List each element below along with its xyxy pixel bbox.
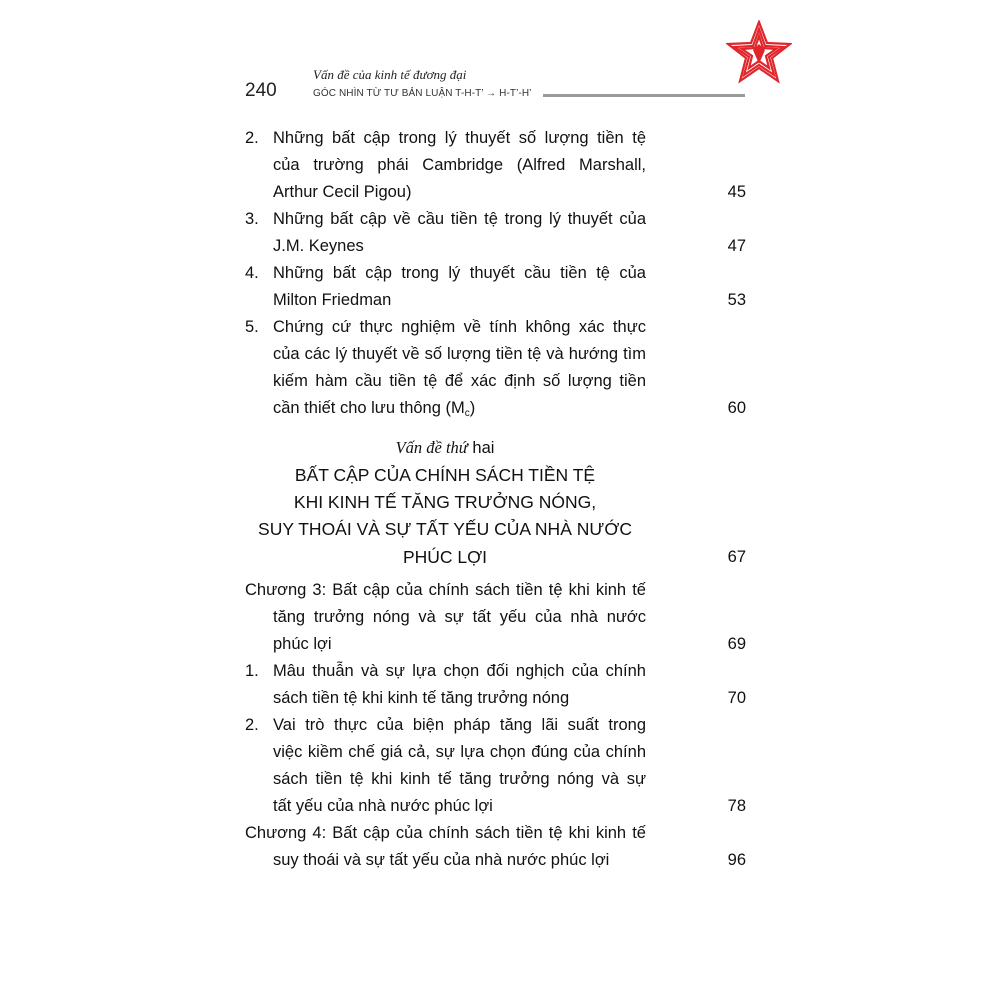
toc-item-line-text: cần thiết cho lưu thông (M (273, 399, 465, 417)
page-number: 240 (245, 80, 277, 101)
toc-item-line: sách tiền tệ khi kinh tế tăng trưởng nóng và sự (273, 770, 646, 788)
chapter-title-line: tăng trưởng nóng và sự tất yếu của nhà nước (273, 608, 646, 626)
chapter-title-line: phúc lợi (273, 635, 332, 653)
chapter-title-line: suy thoái và sự tất yếu của nhà nước phúc lợi (273, 851, 610, 869)
toc-item-line: Arthur Cecil Pigou) (273, 183, 412, 201)
section-label (240, 438, 650, 458)
section-title-line: KHI KINH TẾ TĂNG TRƯỞNG NÓNG, (293, 492, 597, 512)
toc-item-line: việc kiềm chế giá cả, sự lựa chọn đúng của chính (273, 743, 646, 761)
toc-page-number: 45 (727, 183, 746, 201)
toc-item-line: Vai trò thực của biện pháp tăng lãi suất trong (273, 716, 646, 734)
toc-item-line: Chứng cứ thực nghiệm về tính không xác thực (273, 318, 646, 336)
toc-item-number: 3. (245, 210, 259, 228)
toc-item-number: 5. (245, 318, 259, 336)
toc-item-number: 4. (245, 264, 259, 282)
toc-page-number: 47 (727, 237, 746, 255)
toc-item-line: sách tiền tệ khi kinh tế tăng trưởng nóng (273, 689, 570, 707)
toc-page-number: 67 (727, 548, 746, 566)
toc-item-line: J.M. Keynes (273, 237, 364, 255)
toc-item-line: Mâu thuẫn và sự lựa chọn đối nghịch của chính (273, 662, 646, 680)
toc-page-number: 53 (727, 291, 746, 309)
toc-item-line: kiếm hàm cầu tiền tệ để xác định số lượng tiền (273, 372, 646, 390)
closing-parenthesis: ) (469, 399, 476, 417)
section-title-line: BẤT CẬP CỦA CHÍNH SÁCH TIỀN TỆ (294, 465, 596, 485)
toc-page-number: 69 (727, 635, 746, 653)
section-title-line: SUY THOÁI VÀ SỰ TẤT YẾU CỦA NHÀ NƯỚC (258, 519, 632, 539)
subscript-c: c (464, 408, 470, 419)
toc-page-number: 60 (727, 399, 746, 417)
toc-item-line: của các lý thuyết về số lượng tiền tệ và hướng tìm (273, 345, 646, 363)
toc-item-line: Những bất cập về cầu tiền tệ trong lý thuyết của (273, 210, 646, 228)
toc-page-number: 70 (727, 689, 746, 707)
toc-item-line: Milton Friedman (273, 291, 392, 309)
toc-page-number: 96 (727, 851, 746, 869)
section-title-line: PHÚC LỢI (402, 547, 488, 567)
toc-item-line: tất yếu của nhà nước phúc lợi (273, 797, 493, 815)
toc-page-number: 78 (727, 797, 746, 815)
running-header-subtitle: GÓC NHÌN TỪ TƯ BẢN LUẬN T-H-T’ → H-T’-H’ (313, 88, 532, 99)
toc-item-line: của trường phái Cambridge (Alfred Marshall, (273, 156, 646, 174)
toc-item-line (273, 398, 475, 424)
toc-item-line: Những bất cập trong lý thuyết số lượng tiền tệ (273, 129, 646, 147)
chapter-title-line: Chương 4: Bất cập của chính sách tiền tệ khi kinh tế (245, 824, 646, 842)
chapter-title-line: Chương 3: Bất cập của chính sách tiền tệ khi kinh tế (245, 581, 646, 599)
section-label-italic: Vấn đề thứ (395, 438, 468, 457)
section-label-number: hai (467, 439, 495, 457)
toc-item-number: 1. (245, 662, 259, 680)
toc-item-number: 2. (245, 129, 259, 147)
running-header-title: Vấn đề của kinh tế đương đại (313, 67, 467, 82)
toc-item-line: Những bất cập trong lý thuyết cầu tiền tệ của (273, 264, 646, 282)
toc-item-number: 2. (245, 716, 259, 734)
